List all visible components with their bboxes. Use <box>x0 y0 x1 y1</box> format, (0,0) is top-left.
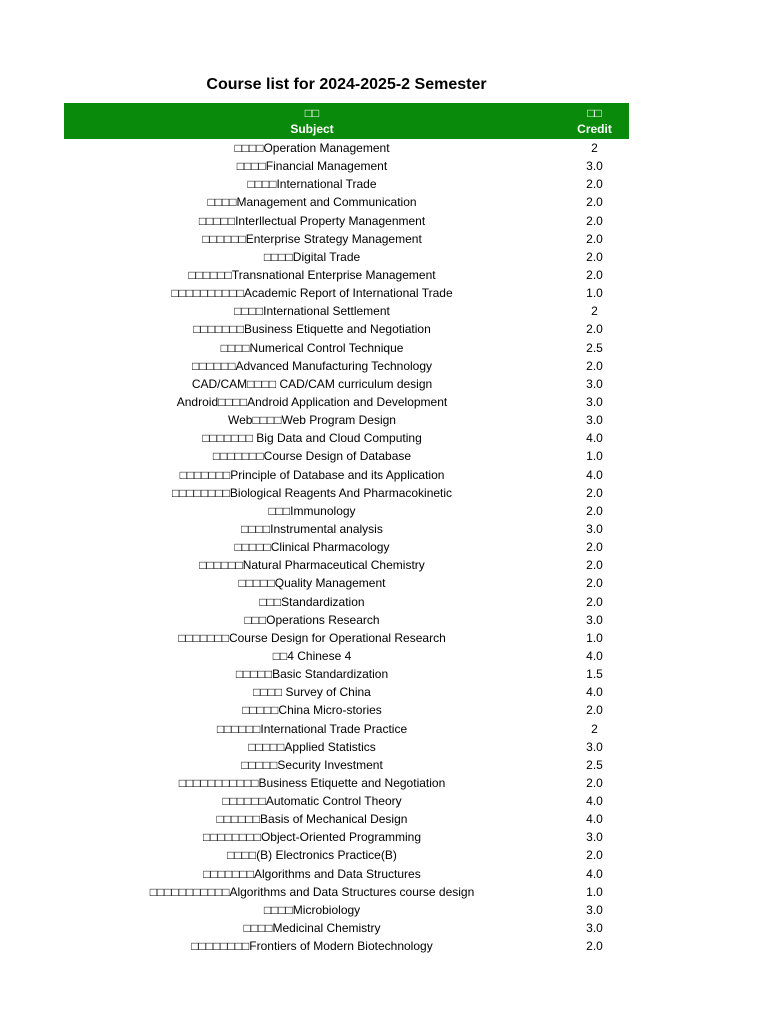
credit-cell: 3.0 <box>586 902 603 917</box>
table-row <box>64 593 629 611</box>
table-row <box>64 139 629 157</box>
credit-cell: 3.0 <box>586 394 603 409</box>
table-row <box>64 810 629 828</box>
page-title: Course list for 2024-2025-2 Semester <box>206 76 487 93</box>
credit-cell: 4.0 <box>586 648 603 663</box>
subject-cell: □□□□□□□□□□□Business Etiquette and Negotiation <box>178 775 446 790</box>
credit-cell: 2.0 <box>586 503 603 518</box>
table-row <box>64 520 629 538</box>
subject-cell: □□□□ Survey of China <box>253 685 371 700</box>
subject-cell: Android□□□□Android Application and Development <box>176 394 448 409</box>
course-table <box>64 103 629 955</box>
table-row <box>64 701 629 719</box>
table-row <box>64 357 629 375</box>
table-row <box>64 629 629 647</box>
credit-cell: 2.0 <box>586 775 603 790</box>
subject-cell: □□□□Medicinal Chemistry <box>243 921 381 936</box>
credit-cell: 2.0 <box>586 358 603 373</box>
table-row <box>64 846 629 864</box>
table-row <box>64 248 629 266</box>
credit-cell: 2.0 <box>586 177 603 192</box>
table-row <box>64 647 629 665</box>
subject-cell: □□□□□Interllectual Property Managenment <box>198 213 426 228</box>
subject-cell: □□□□Microbiology <box>263 902 361 917</box>
credit-cell: 4.0 <box>586 866 603 881</box>
table-row <box>64 266 629 284</box>
subject-cell: □□□□□□□Course Design of Database <box>212 449 412 464</box>
credit-cell: 3.0 <box>586 521 603 536</box>
subject-cell: □□□□International Trade <box>247 177 377 192</box>
table-row <box>64 774 629 792</box>
subject-cell: □□□□□□□□Object-Oriented Programming <box>202 830 422 845</box>
subject-cell: □□□□□□□□Frontiers of Modern Biotechnology <box>191 939 433 954</box>
table-row <box>64 193 629 211</box>
subject-cell: □□□□□□□Principle of Database and its Application <box>179 467 445 482</box>
credit-cell: 1.0 <box>586 884 603 899</box>
credit-cell: 2 <box>591 141 598 155</box>
subject-cell: □□□□□□□□□□□Algorithms and Data Structures course design <box>149 884 475 899</box>
subject-cell: □□□□□□□Course Design for Operational Research <box>178 630 446 645</box>
credit-cell: 2 <box>591 304 598 319</box>
credit-cell: 3.0 <box>586 413 603 428</box>
subject-cell: □□□□□□Natural Pharmaceutical Chemistry <box>199 558 425 573</box>
subject-cell: □□□□Financial Management <box>236 159 388 174</box>
subject-cell: □□4 Chinese 4 <box>272 648 352 663</box>
subject-cell: □□□□Operation Management <box>234 141 390 155</box>
subject-cell: □□□□□Quality Management <box>238 576 386 591</box>
credit-cell: 3.0 <box>586 159 603 174</box>
table-row <box>64 320 629 338</box>
credit-cell: 2.0 <box>586 485 603 500</box>
credit-cell: 2.0 <box>586 195 603 210</box>
table-row <box>64 447 629 465</box>
table-row <box>64 792 629 810</box>
credit-header <box>560 103 629 139</box>
table-row <box>64 919 629 937</box>
subject-cell: □□□Immunology <box>268 503 356 518</box>
credit-cell: 2.0 <box>586 848 603 863</box>
credit-cell: 2.0 <box>586 267 603 282</box>
subject-cell: □□□Operations Research <box>244 612 380 627</box>
credit-cell: 4.0 <box>586 467 603 482</box>
table-row <box>64 738 629 756</box>
table-row <box>64 883 629 901</box>
table-row <box>64 720 629 738</box>
subject-cell: □□□□□□□Algorithms and Data Structures <box>203 866 421 881</box>
subject-cell: □□□□Digital Trade <box>263 249 361 264</box>
credit-cell: 3.0 <box>586 376 603 391</box>
subject-header-en: Subject <box>290 122 334 136</box>
credit-cell: 2.0 <box>586 540 603 555</box>
credit-cell: 4.0 <box>586 431 603 446</box>
credit-cell: 2.0 <box>586 594 603 609</box>
credit-cell: 2.5 <box>586 340 603 355</box>
credit-cell: 2.0 <box>586 939 603 954</box>
table-row <box>64 375 629 393</box>
table-header <box>64 103 629 139</box>
subject-cell: □□□□□□□ Big Data and Cloud Computing <box>202 431 422 446</box>
subject-cell: □□□□□□Transnational Enterprise Management <box>188 267 436 282</box>
table-row <box>64 611 629 629</box>
table-row <box>64 157 629 175</box>
subject-header-cn: □□ <box>304 106 320 120</box>
table-row <box>64 429 629 447</box>
subject-cell: □□□□□□□Business Etiquette and Negotiation <box>193 322 431 337</box>
credit-cell: 3.0 <box>586 830 603 845</box>
subject-cell: □□□□International Settlement <box>234 304 390 319</box>
subject-cell: □□□□□Applied Statistics <box>248 739 376 754</box>
subject-cell: □□□□Instrumental analysis <box>241 521 383 536</box>
table-row <box>64 484 629 502</box>
table-row <box>64 212 629 230</box>
table-row <box>64 502 629 520</box>
table-row <box>64 937 629 955</box>
credit-header-cn: □□ <box>587 106 602 120</box>
subject-cell: □□□□□Clinical Pharmacology <box>234 540 390 555</box>
subject-cell: CAD/CAM□□□□ CAD/CAM curriculum design <box>191 376 433 391</box>
table-row <box>64 175 629 193</box>
credit-cell: 4.0 <box>586 685 603 700</box>
credit-cell: 1.5 <box>586 667 603 682</box>
credit-cell: 1.0 <box>586 630 603 645</box>
table-row <box>64 683 629 701</box>
subject-cell: □□□□Management and Communication <box>207 195 417 210</box>
credit-cell: 2.0 <box>586 558 603 573</box>
credit-cell: 2.5 <box>586 757 603 772</box>
table-row <box>64 574 629 592</box>
subject-cell: □□□□□□Advanced Manufacturing Technology <box>191 358 433 373</box>
subject-header <box>64 103 560 139</box>
credit-cell: 4.0 <box>586 794 603 809</box>
table-row <box>64 284 629 302</box>
table-row <box>64 756 629 774</box>
credit-cell: 2.0 <box>586 576 603 591</box>
table-row <box>64 538 629 556</box>
subject-cell: □□□Standardization <box>259 594 365 609</box>
table-row <box>64 556 629 574</box>
credit-cell: 3.0 <box>586 921 603 936</box>
subject-cell: □□□□□□Enterprise Strategy Management <box>202 231 422 246</box>
credit-cell: 2.0 <box>586 231 603 246</box>
credit-cell: 2.0 <box>586 249 603 264</box>
subject-cell: □□□□□China Micro-stories <box>242 703 382 718</box>
table-row <box>64 393 629 411</box>
credit-header-en: Credit <box>577 122 612 136</box>
table-row <box>64 411 629 429</box>
subject-cell: □□□□□□Automatic Control Theory <box>222 794 402 809</box>
subject-cell: □□□□□□International Trade Practice <box>216 721 408 736</box>
subject-cell: □□□□□Security Investment <box>241 757 383 772</box>
credit-cell: 4.0 <box>586 812 603 827</box>
subject-cell: □□□□(B) Electronics Practice(B) <box>227 848 397 863</box>
table-row <box>64 828 629 846</box>
table-row <box>64 901 629 919</box>
credit-cell: 3.0 <box>586 739 603 754</box>
table-row <box>64 865 629 883</box>
subject-cell: □□□□Numerical Control Technique <box>220 340 404 355</box>
table-row <box>64 339 629 357</box>
credit-cell: 2.0 <box>586 213 603 228</box>
credit-cell: 2 <box>591 721 598 736</box>
table-row <box>64 665 629 683</box>
table-row <box>64 230 629 248</box>
credit-cell: 1.0 <box>586 286 603 301</box>
subject-cell: □□□□□Basic Standardization <box>235 667 389 682</box>
subject-cell: Web□□□□Web Program Design <box>228 413 396 428</box>
table-row <box>64 466 629 484</box>
credit-cell: 3.0 <box>586 612 603 627</box>
subject-cell: □□□□□□□□□□Academic Report of International Trade <box>171 286 453 301</box>
subject-cell: □□□□□□□□Biological Reagents And Pharmacokinetic <box>171 485 453 500</box>
credit-cell: 2.0 <box>586 322 603 337</box>
credit-cell: 1.0 <box>586 449 603 464</box>
table-row <box>64 302 629 320</box>
subject-cell: □□□□□□Basis of Mechanical Design <box>216 812 408 827</box>
table-body <box>64 139 629 955</box>
credit-cell: 2.0 <box>586 703 603 718</box>
